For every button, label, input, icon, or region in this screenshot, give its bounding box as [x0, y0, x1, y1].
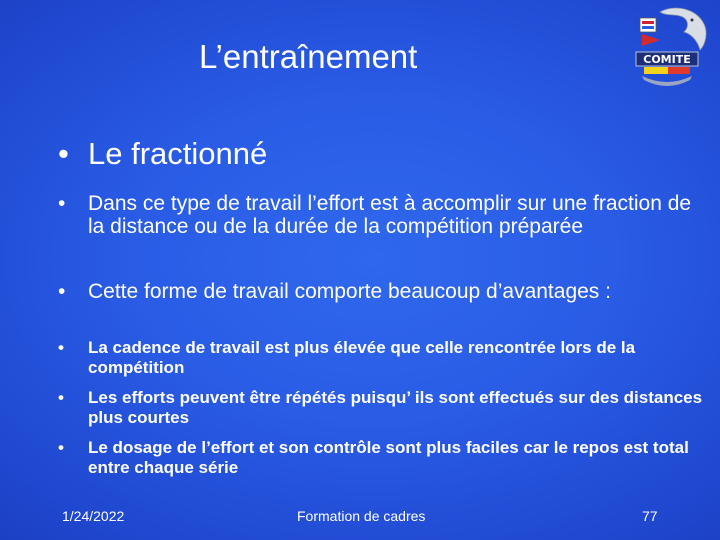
point-2-text: Cette forme de travail comporte beaucoup d’avantages : [88, 280, 611, 303]
bullet-dot: • [58, 388, 64, 407]
page-number: 77 [642, 508, 658, 524]
bullet-dot: • [58, 438, 64, 457]
subpoint-2 [58, 388, 708, 428]
subpoint-3-text: Le dosage de l’effort et son contrôle sont plus faciles car le repos est total entre chaque série [88, 438, 689, 477]
comite-logo-icon [630, 4, 716, 90]
slide-title: L’entraînement [199, 38, 418, 75]
point-2 [58, 280, 708, 303]
bullet-dot: • [58, 280, 66, 303]
subpoint-1 [58, 338, 708, 378]
point-1 [58, 192, 708, 238]
bullet-dot: • [58, 192, 66, 215]
heading-bullet-text: Le fractionné [88, 136, 268, 171]
subpoint-2-text: Les efforts peuvent être répétés puisqu’ ils sont effectués sur des distances plus courtes [88, 388, 703, 427]
footer-title: Formation de cadres [297, 508, 426, 524]
footer-date: 1/24/2022 [62, 508, 125, 524]
bullet-dot: • [58, 136, 69, 171]
subpoint-3 [58, 438, 708, 478]
bullet-dot: • [58, 338, 64, 357]
logo-text: COMITE [643, 53, 691, 66]
subpoint-1-text: La cadence de travail est plus élevée que celle rencontrée lors de la compétition [88, 338, 636, 377]
point-1-text: Dans ce type de travail l’effort est à accomplir sur une fraction de la distance ou de la durée de la compétition préparée [88, 192, 692, 238]
